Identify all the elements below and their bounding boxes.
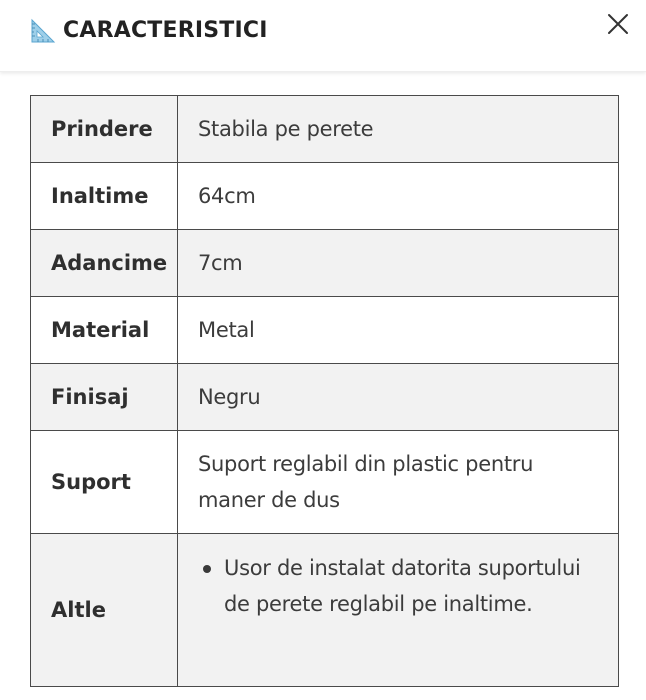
- spec-value: Negru: [178, 364, 619, 431]
- modal-header: [0, 0, 646, 72]
- spec-value: Suport reglabil din plastic pentru maner de dus: [178, 431, 619, 534]
- table-row: [31, 230, 619, 297]
- spec-label: Suport: [31, 431, 178, 534]
- spec-value: 64cm: [178, 163, 619, 230]
- spec-value: Metal: [178, 297, 619, 364]
- table-row: [31, 364, 619, 431]
- specifications-table: [30, 95, 619, 687]
- spec-label: Finisaj: [31, 364, 178, 431]
- spec-label: Material: [31, 297, 178, 364]
- close-icon[interactable]: [604, 10, 632, 38]
- table-row: [31, 431, 619, 534]
- bullet-list: [198, 550, 585, 622]
- spec-label: Altle: [31, 534, 178, 687]
- table-row: [31, 96, 619, 163]
- list-item: [224, 550, 585, 622]
- spec-label: Prindere: [31, 96, 178, 163]
- spec-value: [178, 534, 619, 687]
- spec-value: 7cm: [178, 230, 619, 297]
- modal-title: CARACTERISTICI: [63, 18, 268, 43]
- list-item-text: Usor de instalat datorita suportului de perete reglabil pe inaltime.: [224, 556, 581, 616]
- table-row: [31, 163, 619, 230]
- spec-value: Stabila pe perete: [178, 96, 619, 163]
- spec-label: Inaltime: [31, 163, 178, 230]
- spec-label: Adancime: [31, 230, 178, 297]
- table-row: [31, 534, 619, 687]
- bullet-icon: [203, 565, 211, 573]
- table-row: [31, 297, 619, 364]
- triangle-ruler-icon: [30, 18, 56, 44]
